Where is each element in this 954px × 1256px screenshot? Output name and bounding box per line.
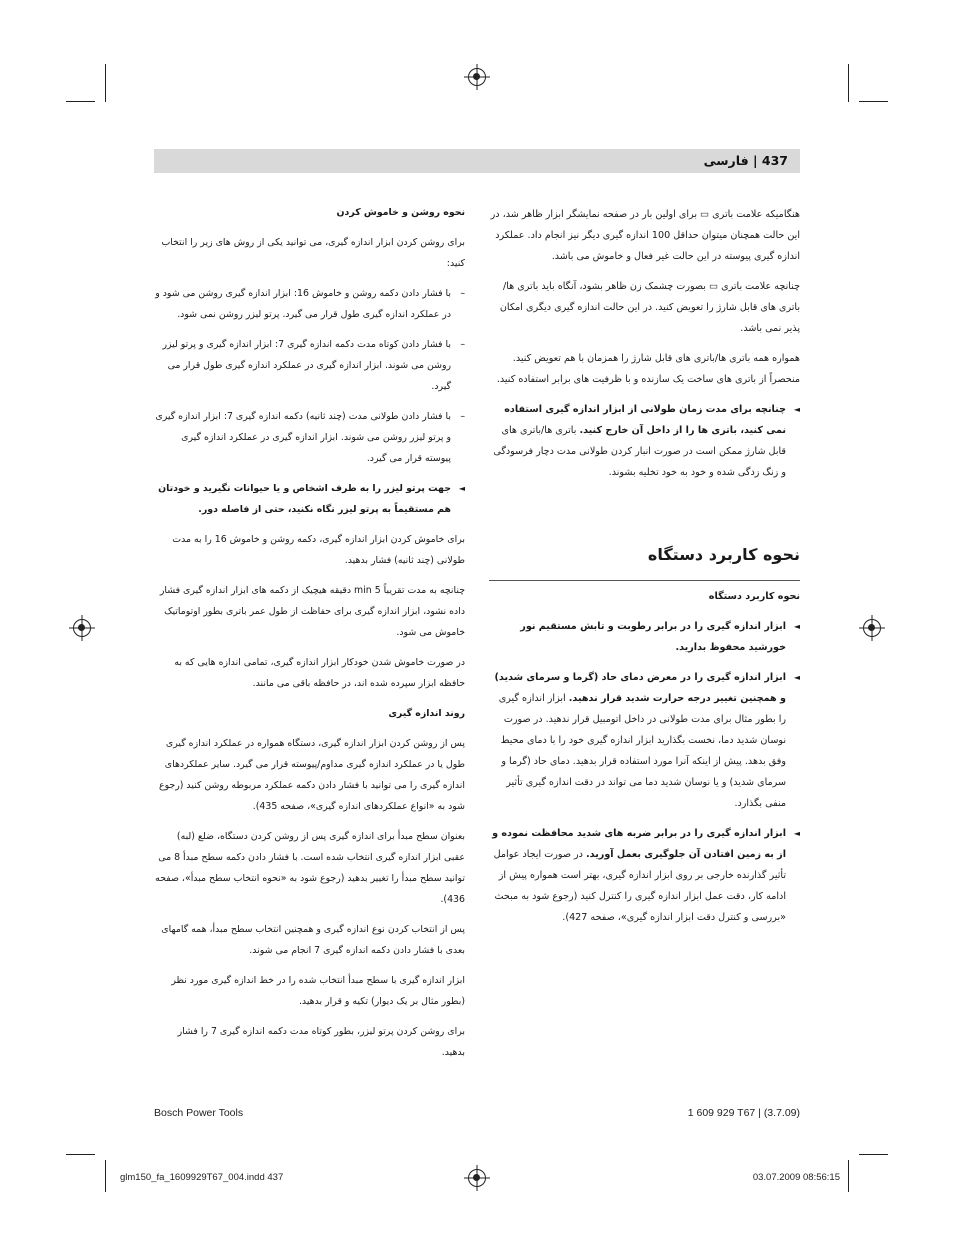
- slug-file-name: glm150_fa_1609929T67_004.indd 437: [120, 1172, 284, 1183]
- crop-mark: [105, 64, 106, 102]
- crop-mark: [859, 101, 888, 102]
- slug-datetime: 03.07.2009 08:56:15: [752, 1172, 840, 1183]
- paragraph: پس از انتخاب کردن نوع اندازه گیری و همچنین انتخاب سطح مبدأ، همه گامهای بعدی با فشار دادن دکمه اندازه گیری 7 انجام می شوند.: [161, 924, 465, 956]
- paragraph: برای روشن کردن ابزار اندازه گیری، می توانید یکی از روش های زیر را انتخاب کنید:: [161, 237, 465, 269]
- crop-mark: [848, 64, 849, 102]
- heading-measuring-process: روند اندازه گیری: [388, 708, 465, 719]
- bullet-item: [489, 823, 800, 928]
- bullet-item: [489, 667, 800, 814]
- section-divider: [489, 580, 800, 581]
- bullet-text: در صورت ایجاد عوامل تأثیر گذارنده خارجی بر روی ابزار اندازه گیری، بهتر است همواره پیش از ادامه کار، دقت عمل ابزار اندازه گیری را کنترل کنید (رجوع شود به مبحث «بررسی و کنترل دقت ابزار اندازه گیری»، صفحه 427).: [493, 849, 786, 923]
- crop-mark: [859, 1154, 888, 1155]
- dash-item-text: با فشار دادن دکمه روشن و خاموش 16: ابزار اندازه گیری روشن می شود و در عملکرد اندازه گیری طول قرار می گیرد. پرتو لیزر روشن نمی شود.: [155, 288, 451, 320]
- bullet-bold-text: ابزار اندازه گیری را در برابر رطوبت و تابش مستقیم نور خورشید محفوظ بدارید.: [520, 621, 786, 653]
- page-header: [154, 149, 800, 173]
- crop-mark: [66, 101, 95, 102]
- dash-item-text: با فشار دادن طولانی مدت (چند ثانیه) دکمه اندازه گیری 7: ابزار اندازه گیری و پرتو لیزر روشن می شوند. ابزار اندازه گیری در عملکرد اندازه گیری پیوسته قرار می گیرد.: [155, 411, 451, 464]
- right-column: [489, 204, 800, 492]
- paragraph: چنانچه به مدت تقریباً 5 min دقیقه هیچیک از دکمه های ابزار اندازه گیری فشار داده نشود، ابزار اندازه گیری برای حفاظت از طول عمر باتری بطور اوتوماتیک خاموش می شود.: [159, 585, 465, 638]
- bullet-arrow-icon: ◄: [793, 829, 800, 838]
- bullet-arrow-icon: ◄: [793, 673, 800, 682]
- bullet-item: [489, 399, 800, 483]
- dash-item: [154, 334, 465, 397]
- dash-item-text: با فشار دادن کوتاه مدت دکمه اندازه گیری 7: ابزار اندازه گیری و پرتو لیزر روشن می شوند. ابزار اندازه گیری در عملکرد اندازه گیری طول قرار می گیرد.: [162, 339, 451, 392]
- section-title: نحوه کاربرد دستگاه: [647, 545, 800, 564]
- dash-mark: –: [460, 339, 465, 350]
- footer-doc-number: 1 609 929 T67 | (3.7.09): [687, 1107, 800, 1119]
- footer-publisher: Bosch Power Tools: [154, 1107, 244, 1119]
- crop-mark: [848, 1160, 849, 1192]
- registration-mark-icon: [863, 619, 881, 637]
- paragraph: بعنوان سطح مبدأ برای اندازه گیری پس از روشن کردن دستگاه، ضلع (لبه) عقبی ابزار اندازه گیری انتخاب شده است. با فشار دادن دکمه سطح مبدأ 8 می توانید سطح مبدأ را تغییر بدهید (رجوع شود به «نحوه انتخاب سطح مبدأ»، صفحه 436).: [155, 831, 465, 905]
- bullet-bold-text: ابزار اندازه گیری را در معرض دمای حاد (گرما و سرمای شدید) و همچنین تغییر درجه حرارت شدید قرار ندهید.: [494, 672, 786, 704]
- registration-mark-icon: [468, 1169, 486, 1187]
- bullet-arrow-icon: ◄: [458, 484, 465, 493]
- heading-on-off: نحوه روشن و خاموش کردن: [336, 207, 465, 218]
- bullet-arrow-icon: ◄: [793, 622, 800, 631]
- page-number-label: 437 | فارسی: [703, 153, 788, 168]
- crop-mark: [105, 1160, 106, 1192]
- paragraph: پس از روشن کردن ابزار اندازه گیری، دستگاه همواره در عملکرد اندازه گیری طول یا در عملکرد اندازه گیری مداوم/پیوسته قرار می گیرد. سایر عملکردهای اندازه گیری را می توانید با فشار دادن دکمه عملکرد مربوطه روشن کنید (رجوع شود به «انواع عملکردهای اندازه گیری»، صفحه 435).: [158, 738, 465, 812]
- paragraph: در صورت خاموش شدن خودکار ابزار اندازه گیری، تمامی اندازه هایی که به حافظه ابزار سپرده شده اند، در حافظه باقی می مانند.: [174, 657, 465, 689]
- crop-mark: [66, 1154, 95, 1155]
- registration-mark-icon: [468, 68, 486, 86]
- paragraph: هنگامیکه علامت باتری ▭ برای اولین بار در صفحه نمایشگر ابزار ظاهر شد، در این حالت همچنان میتوان حداقل 100 اندازه گیری دیگر نیز انجام داد. عملکرد اندازه گیری پیوسته در این حالت غیر فعال و خاموش می باشد.: [490, 209, 800, 262]
- left-column: [154, 202, 465, 1072]
- paragraph: همواره همه باتری ها/باتری های قابل شارژ را همزمان با هم تعویض کنید. منحصراً از باتری های ساخت یک سازنده و با ظرفیت های برابر استفاده کنید.: [496, 353, 800, 385]
- registration-mark-icon: [73, 619, 91, 637]
- dash-item: [154, 283, 465, 325]
- paragraph: برای روشن کردن پرتو لیزر، بطور کوتاه مدت دکمه اندازه گیری 7 را فشار بدهید.: [177, 1026, 465, 1058]
- paragraph: ابزار اندازه گیری با سطح مبدأ انتخاب شده را در خط اندازه گیری مورد نظر (بطور مثال بر یک دیوار) تکیه و قرار بدهید.: [171, 975, 465, 1007]
- paragraph: برای خاموش کردن ابزار اندازه گیری، دکمه روشن و خاموش 16 را به مدت طولانی (چند ثانیه) فشار بدهید.: [172, 534, 465, 566]
- bullet-bold-text: جهت پرتو لیزر را به طرف اشخاص و یا حیوانات نگیرید و خودتان هم مستقیماً به پرتو لیزر نگاه نکنید، حتی از فاصله دور.: [158, 483, 451, 515]
- right-column-lower: [489, 586, 800, 937]
- subsection-title: نحوه کاربرد دستگاه: [708, 591, 800, 602]
- bullet-arrow-icon: ◄: [793, 405, 800, 414]
- bullet-bold-text: ابزار اندازه گیری را در برابر ضربه های شدید محافظت نموده و از به زمین افتادن آن جلوگیری بعمل آورید.: [492, 828, 786, 860]
- bullet-item: [154, 478, 465, 520]
- bullet-item: [489, 616, 800, 658]
- bullet-text: باتری ها/باتری های قابل شارژ ممکن است در صورت انبار کردن طولانی مدت دچار فرسودگی و زنگ زدگی شده و خود به خود تخلیه بشوند.: [493, 425, 786, 478]
- bullet-bold-text: چنانچه برای مدت زمان طولانی از ابزار اندازه گیری استفاده نمی کنید، باتری ها را از داخل آن خارج کنید.: [504, 404, 786, 436]
- dash-item: [154, 406, 465, 469]
- bullet-text: ابزار اندازه گیری را بطور مثال برای مدت طولانی در داخل اتومبیل قرار ندهید. در صورت نوسان شدید دما، نخست بگذارید ابزار اندازه گیری خود را با دمای محیط وفق بدهد. پیش از اینکه آنرا مورد استفاده قرار بدهید. دمای حاد (گرما و سرمای شدید) و یا نوسان شدید دما می تواند در دقت اندازه گیری تأثیر منفی بگذارد.: [498, 693, 786, 809]
- dash-mark: –: [460, 411, 465, 422]
- paragraph: چنانچه علامت باتری ▭ بصورت چشمک زن ظاهر بشود، آنگاه باید باتری ها/باتری های قابل شارژ را تعویض کنید. در این حالت اندازه گیری دیگری امکان پذیر نمی باشد.: [499, 281, 800, 334]
- dash-mark: –: [460, 288, 465, 299]
